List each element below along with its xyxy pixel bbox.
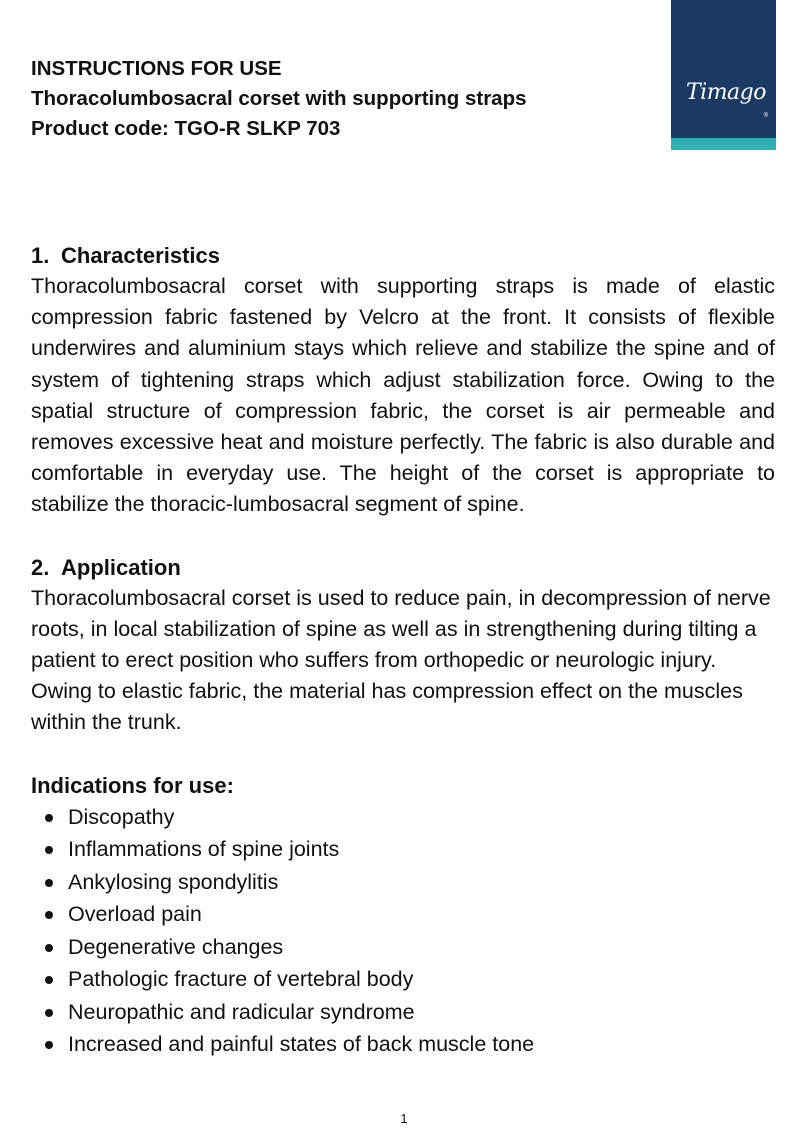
bullet-icon [45, 1041, 53, 1049]
document-body [31, 240, 775, 1061]
bullet-icon [45, 814, 53, 822]
section-characteristics [31, 240, 775, 521]
doc-heading: INSTRUCTIONS FOR USE [31, 57, 282, 80]
section-paragraph: Thoracolumbosacral corset is used to reduce pain, in decompression of nerve roots, in local stabilization of spine as well as in strengthening during tilting a patient to erect position who suffers from orthopedic or neurologic injury. Owing to elastic fabric, the material has compression effect on the muscles within the trunk. [31, 585, 771, 735]
list-item: Discopathy [31, 801, 775, 834]
registered-mark: ® [763, 113, 768, 119]
list-item: Inflammations of spine joints [31, 833, 775, 866]
section-title [31, 240, 775, 271]
section-title-text: Application [61, 554, 181, 580]
bullet-icon [45, 944, 53, 952]
bullet-icon [45, 846, 53, 854]
section-title [31, 552, 775, 583]
bullet-icon [45, 879, 53, 887]
page-number: 1 [400, 1111, 408, 1126]
product-name: Thoracolumbosacral corset with supporting straps [31, 87, 527, 110]
list-item: Pathologic fracture of vertebral body [31, 963, 775, 996]
section-title-text: Characteristics [61, 243, 220, 268]
list-item: Neuropathic and radicular syndrome [31, 996, 775, 1029]
brand-logo-stripe [671, 138, 776, 150]
section-number: 1. [31, 243, 50, 268]
brand-logo [671, 0, 776, 150]
section-number: 2. [31, 554, 50, 580]
list-item: Increased and painful states of back muscle tone [31, 1028, 775, 1061]
document-header [31, 54, 651, 144]
bullet-icon [45, 911, 53, 919]
bullet-icon [45, 976, 53, 984]
product-code: Product code: TGO-R SLKP 703 [31, 117, 341, 140]
list-item: Overload pain [31, 898, 775, 931]
list-item: Degenerative changes [31, 931, 775, 964]
section-indications [31, 770, 775, 1061]
brand-logo-text: Timago [685, 80, 766, 105]
section-paragraph: Thoracolumbosacral corset with supporting straps is made of elastic compression fabric fastened by Velcro at the front. It consists of flexible underwires and aluminium stays which relieve and stabilize the spine and of system of tightening straps which adjust stabilization force. Owing to the spatial structure of compression fabric, the corset is air permeable and removes excessive heat and moisture perfectly. The fabric is also durable and comfortable in everyday use. The height of the corset is appropriate to stabilize the thoracic-lumbosacral segment of spine. [31, 274, 775, 517]
list-item: Ankylosing spondylitis [31, 866, 775, 899]
section-application [31, 552, 775, 739]
bullet-icon [45, 1009, 53, 1017]
indications-title: Indications for use: [31, 772, 234, 798]
indications-list [31, 801, 775, 1061]
